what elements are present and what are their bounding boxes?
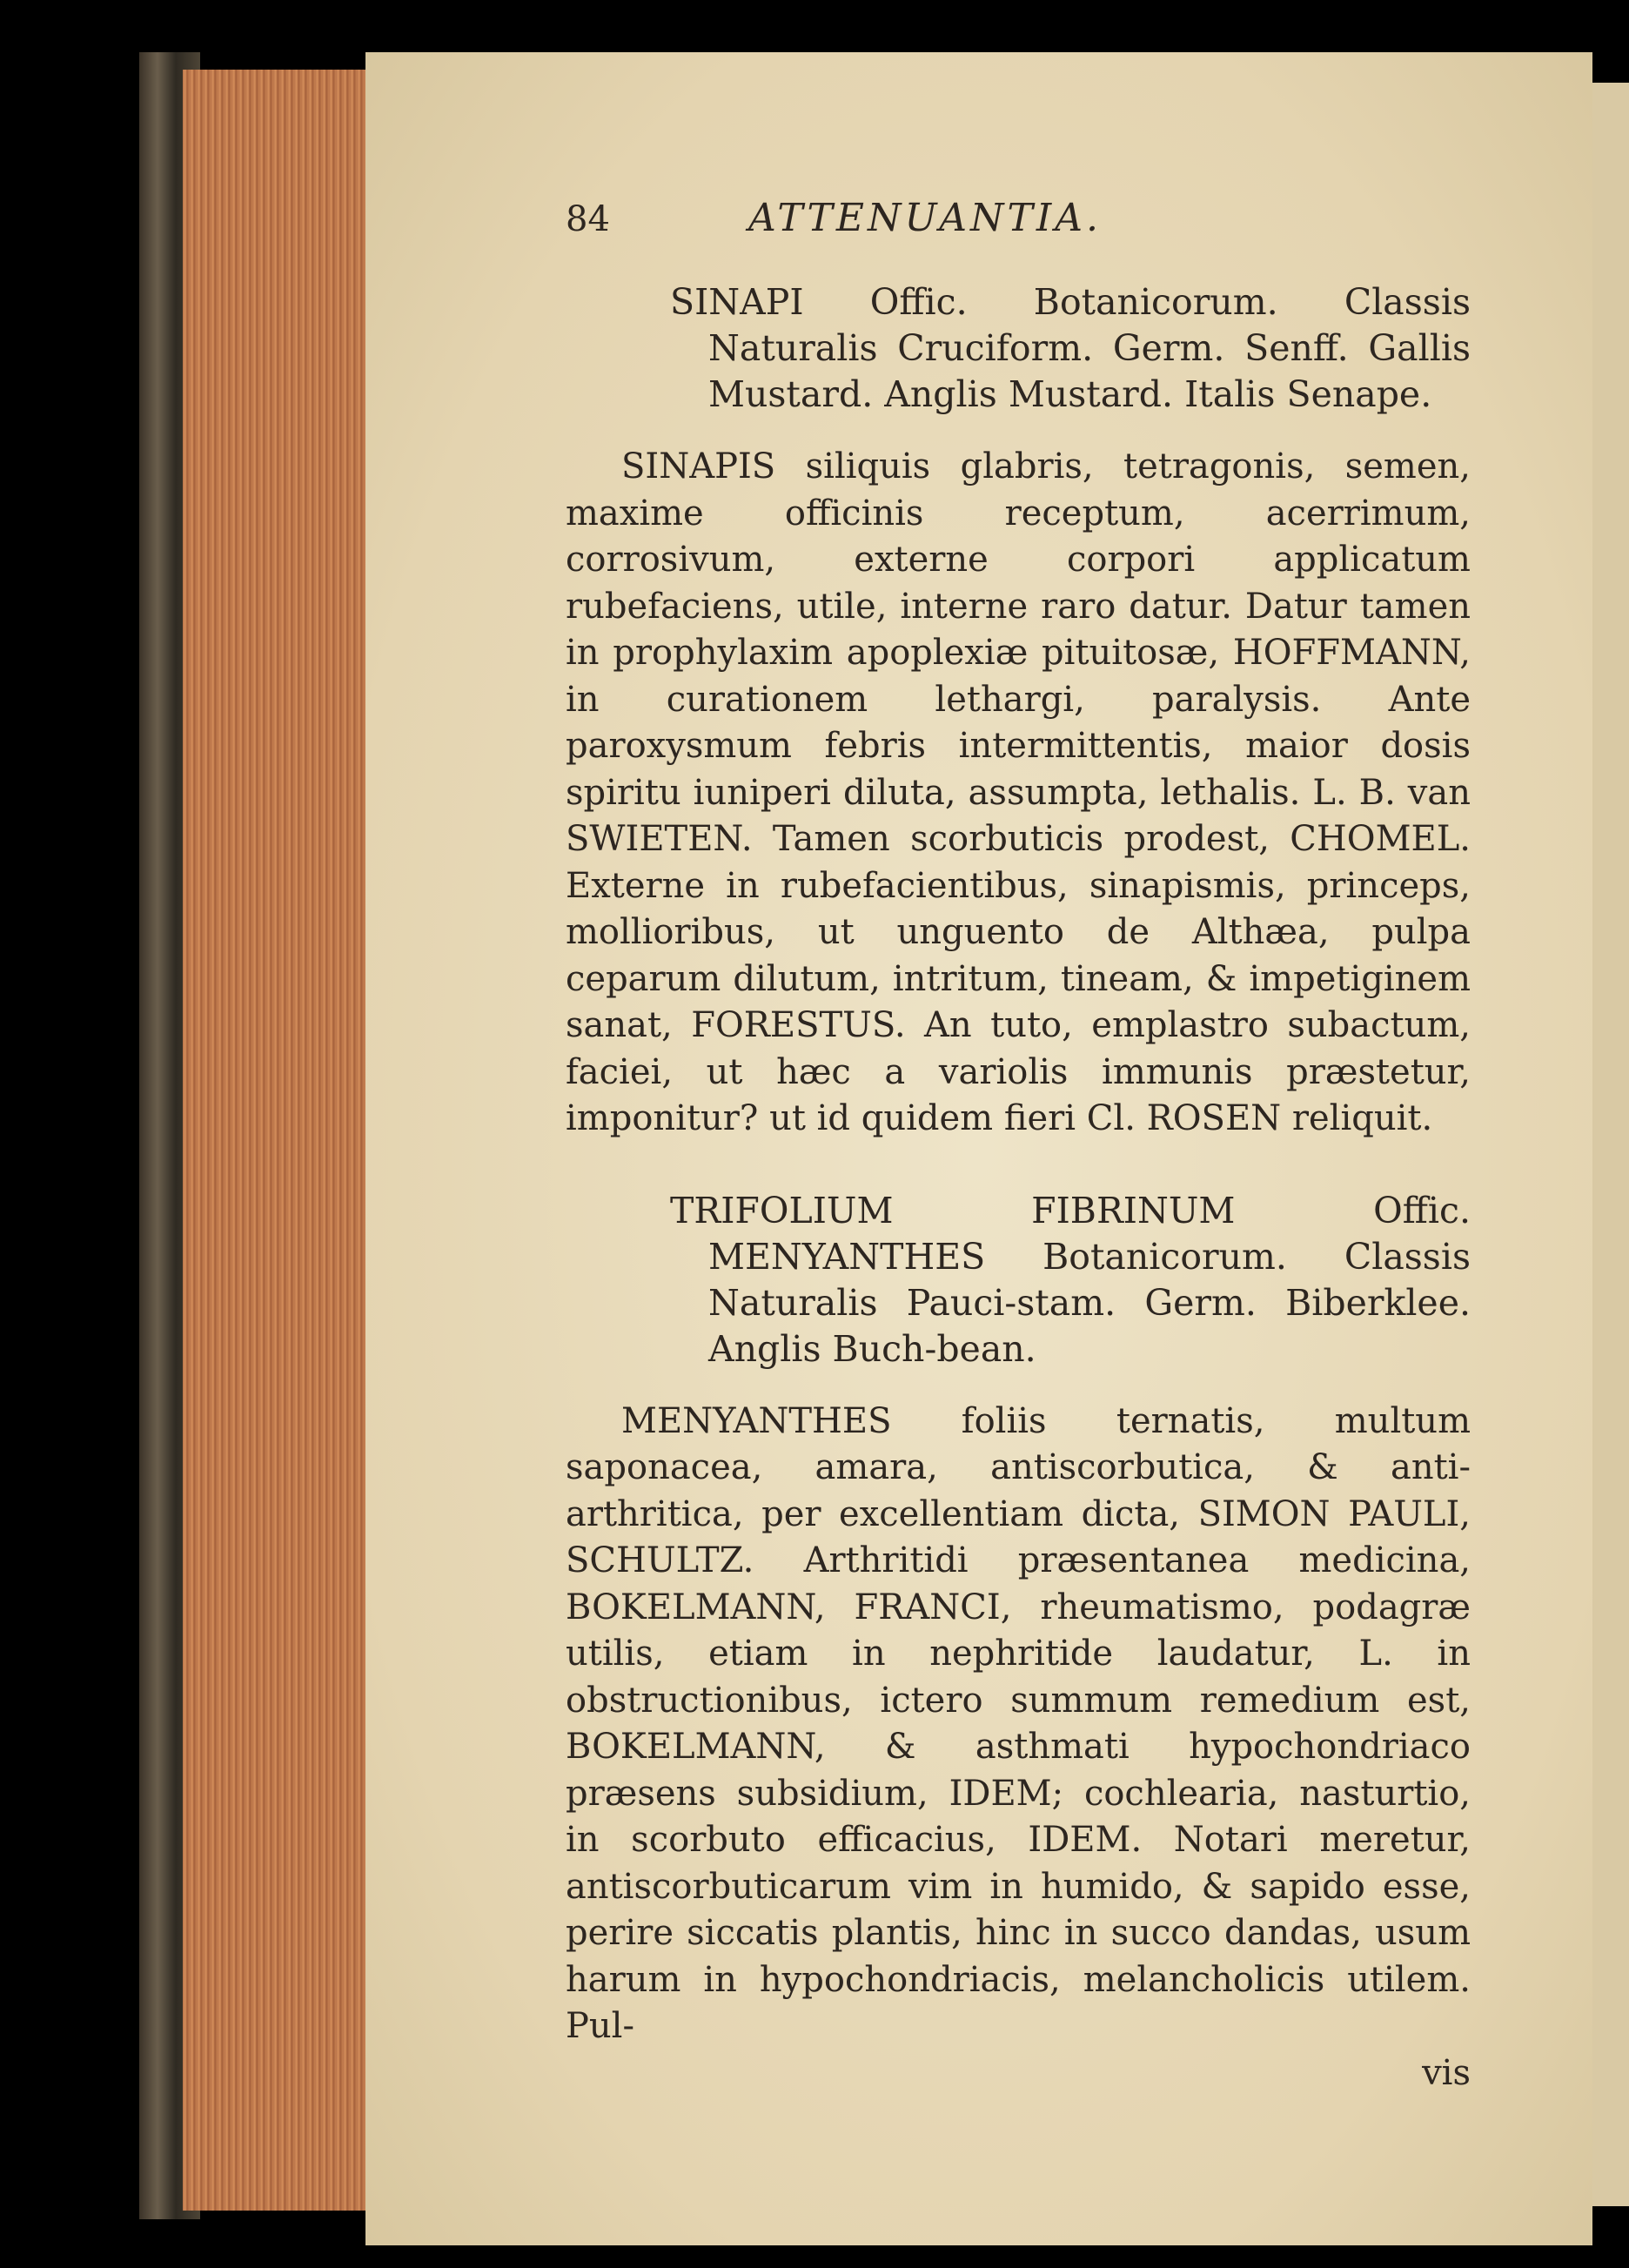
- page-text: [566, 196, 1471, 2097]
- adjacent-page-edge: [1592, 83, 1629, 2206]
- entry-body-menyanthes: MENYANTHES foliis ternatis, multum saponacea, amara, antiscorbutica, & anti-arthritica, per excellentiam dicta, SIMON PAULI, SCHULTZ. Arthritidi præsentanea medicina, BOKELMANN, FRANCI, rheumatismo, podagræ utilis, etiam in nephritide laudatur, L. in obstructionibus, ictero summum remedium est, BOKELMANN, & asthmati hypochondriaco præsens subsidium, IDEM; cochlearia, nasturtio, in scorbuto efficacius, IDEM. Notari meretur, antiscorbuticarum vim in humido, & sapido esse, perire siccatis plantis, hinc in succo dandas, usum harum in hypochondriacis, melancholicis utilem. Pul-: [566, 1400, 1471, 2046]
- running-header: [566, 196, 1471, 255]
- running-title: ATTENUANTIA.: [748, 196, 1102, 240]
- catchword: vis: [1422, 2052, 1471, 2093]
- page-number: 84: [566, 199, 610, 239]
- entry-body-sinapi: SINAPIS siliquis glabris, tetragonis, semen, maxime officinis receptum, acerrimum, corrosivum, externe corpori applicatum rubefaciens, utile, interne raro datur. Datur tamen in prophylaxim apoplexiæ pituitosæ, HOFFMANN, in curationem lethargi, paralysis. Ante paroxysmum febris intermittentis, maior dosis spiritu iuniperi diluta, assumpta, lethalis. L. B. van SWIETEN. Tamen scorbuticis prodest, CHOMEL. Externe in rubefacientibus, sinapismis, princeps, mollioribus, ut unguento de Althæa, pulpa ceparum dilutum, intritum, tineam, & impetiginem sanat, FORESTUS. An tuto, emplastro subactum, faciei, ut hæc a variolis immunis præstetur, imponitur? ut id quidem fieri Cl. ROSEN reliquit.: [566, 446, 1471, 1138]
- entry-heading-sinapi: SINAPI Offic. Botanicorum. Classis Naturalis Cruciform. Germ. Senff. Gallis Mustard. Anglis Mustard. Italis Senape.: [670, 281, 1471, 415]
- page-edges: [183, 70, 374, 2211]
- entry-heading-trifolium: TRIFOLIUM FIBRINUM Offic. MENYANTHES Botanicorum. Classis Naturalis Pauci-stam. Germ. Biberklee. Anglis Buch-bean.: [670, 1189, 1471, 1370]
